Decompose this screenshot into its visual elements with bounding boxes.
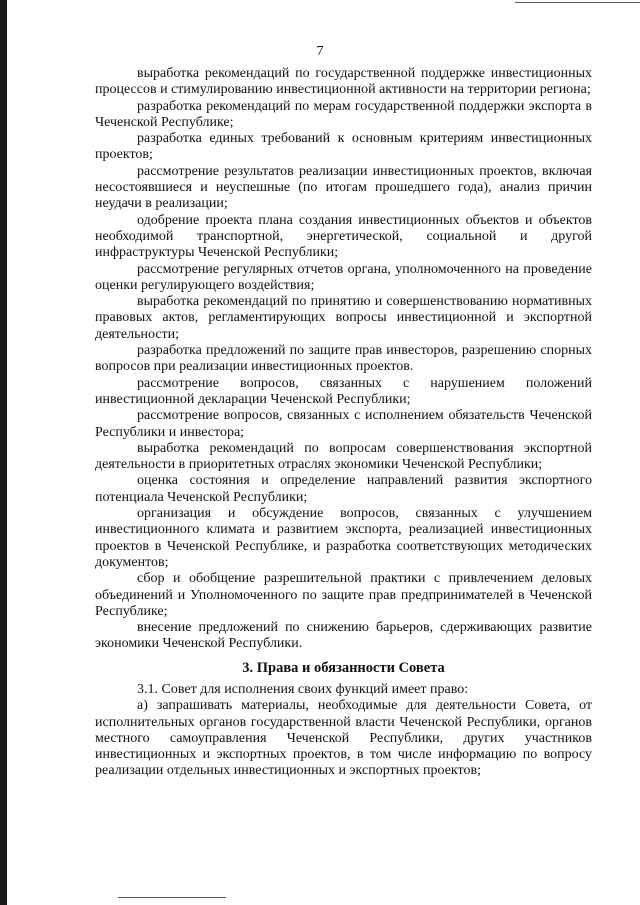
scan-line-bottom bbox=[118, 897, 226, 898]
paragraph-11: выработка рекомендаций по вопросам совершенствования экспортной деятельности в приоритетных отраслях экономики Чеченской Республики; bbox=[95, 440, 592, 473]
paragraph-15: внесение предложений по снижению барьеров, сдерживающих развитие экономики Чеченской Республики. bbox=[95, 620, 592, 652]
paragraph-14: сбор и обобщение разрешительной практики с привлечением деловых объединений и Уполномоченного по защите прав предпринимателей в Чеченской Республике; bbox=[95, 571, 592, 619]
paragraph-13: организация и обсуждение вопросов, связанных с улучшением инвестиционного климата и развитием экспорта, реализацией инвестиционных проектов в Чеченской Республике, и разработка соответствующих методических документов; bbox=[95, 506, 592, 570]
document-body bbox=[95, 66, 592, 780]
paragraph-5: одобрение проекта плана создания инвестиционных объектов и объектов необходимой транспортной, энергетической, социальной и другой инфраструктуры Чеченской Республики; bbox=[95, 212, 592, 261]
paragraph-1: выработка рекомендаций по государственной поддержке инвестиционных процессов и стимулированию инвестиционной активности на территории региона; bbox=[95, 66, 592, 98]
page-number: 7 bbox=[316, 44, 324, 59]
paragraph-8: разработка предложений по защите прав инвесторов, разрешению спорных вопросов при реализации инвестиционных проектов. bbox=[95, 343, 592, 375]
scan-line-top bbox=[515, 2, 640, 3]
paragraph-10: рассмотрение вопросов, связанных с исполнением обязательств Чеченской Республики и инвестора; bbox=[95, 408, 592, 440]
paragraph-2: разработка рекомендаций по мерам государственной поддержки экспорта в Чеченской Республике; bbox=[95, 98, 592, 130]
paragraph-4: рассмотрение результатов реализации инвестиционных проектов, включая несостоявшиеся и неуспешные (по итогам прошедшего года), анализ причин неудачи в реализации; bbox=[95, 163, 592, 212]
paragraph-12: оценка состояния и определение направлений развития экспортного потенциала Чеченской Республики; bbox=[95, 473, 592, 505]
paragraph-9: рассмотрение вопросов, связанных с нарушением положений инвестиционной декларации Чеченской Республики; bbox=[95, 375, 592, 407]
section-paragraph-2: а) запрашивать материалы, необходимые для деятельности Совета, от исполнительных органов государственной власти Чеченской Республики, органов местного самоуправления Чеченской Республики, других участников инвестиционных и экспортных проектов, в том числе информацию по вопросу реализации отдельных инвестиционных и экспортных проектов; bbox=[95, 698, 592, 779]
section-title: 3. Права и обязанности Совета bbox=[242, 659, 445, 676]
scan-edge-left bbox=[0, 0, 7, 905]
paragraph-3: разработка единых требований к основным критериям инвестиционных проектов; bbox=[95, 131, 592, 163]
section-paragraph-1: 3.1. Совет для исполнения своих функций имеет право: bbox=[137, 681, 469, 697]
paragraph-6: рассмотрение регулярных отчетов органа, уполномоченного на проведение оценки регулирующего воздействия; bbox=[95, 261, 592, 293]
paragraph-7: выработка рекомендаций по принятию и совершенствованию нормативных правовых актов, регламентирующих вопросы инвестиционной и экспортной деятельности; bbox=[95, 294, 592, 342]
